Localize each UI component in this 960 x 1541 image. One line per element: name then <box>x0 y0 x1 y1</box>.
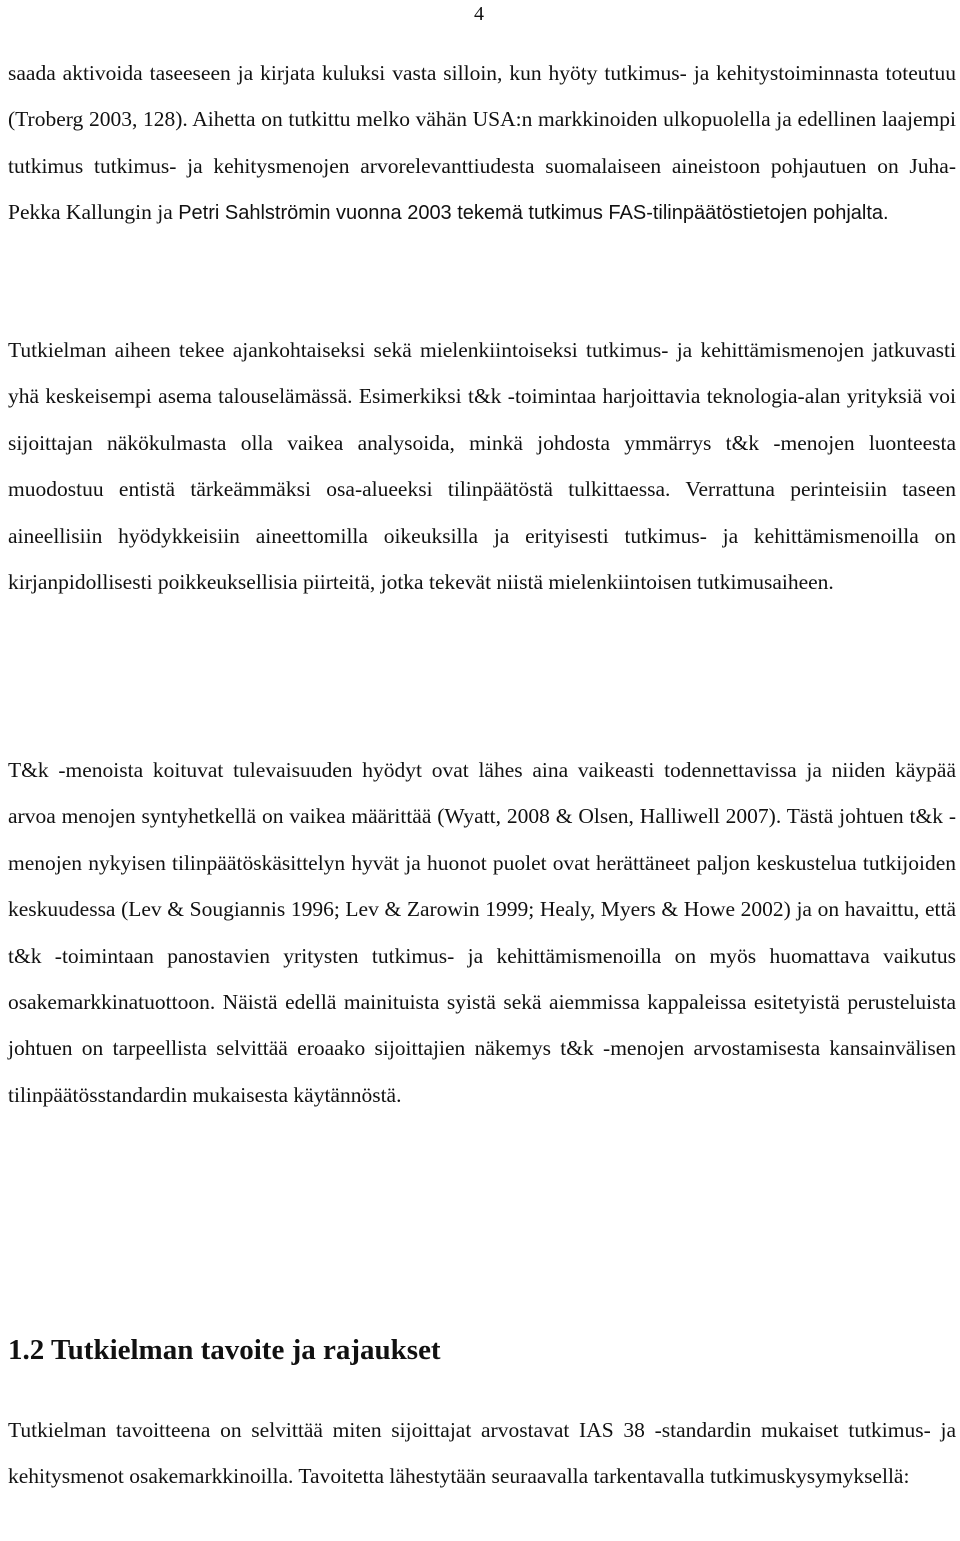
paragraph-1-text-sans: Petri Sahlströmin vuonna 2003 tekemä tutkimus FAS-tilinpäätöstietojen pohjalta. <box>178 202 889 225</box>
paragraph-3 <box>8 747 956 1118</box>
paragraph-2-text: Tutkielman aiheen tekee ajankohtaiseksi sekä mielenkiintoiseksi tutkimus- ja kehittämismenojen jatkuvasti yhä keskeisempi asema talouselämässä. Esimerkiksi t&k -toimintaa harjoittavia teknologia-alan yrityksiä voi sijoittajan näkökulmasta olla vaikea analysoida, minkä johdosta ymmärrys t&k -menojen luonteesta muodostuu entistä tärkeämmäksi osa-alueeksi tilinpäätöstä tulkittaessa. Verrattuna perinteisiin taseen aineellisiin hyödykkeisiin aineettomilla oikeuksilla ja erityisesti tutkimus- ja kehittämismenoilla on kirjanpidollisesti poikkeuksellisia piirteitä, jotka tekevät niistä mielenkiintoisen tutkimusaiheen. <box>8 338 956 595</box>
page-number: 4 <box>474 3 484 25</box>
paragraph-2 <box>8 327 956 605</box>
paragraph-1-text-serif: saada aktivoida taseeseen ja kirjata kuluksi vasta silloin, kun hyöty tutkimus- ja kehitystoiminnasta toteutuu (Troberg 2003, 128). Aihetta on tutkittu melko vähän USA:n markkinoiden ulkopuolella ja edellinen laajempi tutkimus tutkimus- ja kehitysmenojen arvorelevanttiudesta suomalaiseen aineistoon pohjautuen on Juha-Pekka Kallungin ja <box>8 61 956 225</box>
section-paragraph-text: Tutkielman tavoitteena on selvittää miten sijoittajat arvostavat IAS 38 -standardin mukaiset tutkimus- ja kehitysmenot osakemarkkinoilla. Tavoitetta lähestytään seuraavalla tarkentavalla tutkimuskysymyksellä: <box>8 1418 956 1489</box>
paragraph-1 <box>8 50 956 237</box>
section-paragraph <box>8 1407 956 1500</box>
paragraph-3-text: T&k -menoista koituvat tulevaisuuden hyödyt ovat lähes aina vaikeasti todennettavissa ja niiden käypää arvoa menojen syntyhetkellä on vaikea määrittää (Wyatt, 2008 & Olsen, Halliwell 2007). Tästä johtuen t&k -menojen nykyisen tilinpäätöskäsittelyn hyvät ja huonot puolet ovat herättäneet paljon keskustelua tutkijoiden keskuudessa (Lev & Sougiannis 1996; Lev & Zarowin 1999; Healy, Myers & Howe 2002) ja on havaittu, että t&k -toimintaan panostavien yritysten tutkimus- ja kehittämismenoilla on myös huomattava vaikutus osakemarkkinatuottoon. Näistä edellä mainituista syistä sekä aiemmissa kappaleissa esitetyistä perusteluista johtuen on tarpeellista selvittää eroaako sijoittajien näkemys t&k -menojen arvostamisesta kansainvälisen tilinpäätösstandardin mukaisesta käytännöstä. <box>8 758 956 1107</box>
section-heading: 1.2 Tutkielman tavoite ja rajaukset <box>8 1334 441 1366</box>
